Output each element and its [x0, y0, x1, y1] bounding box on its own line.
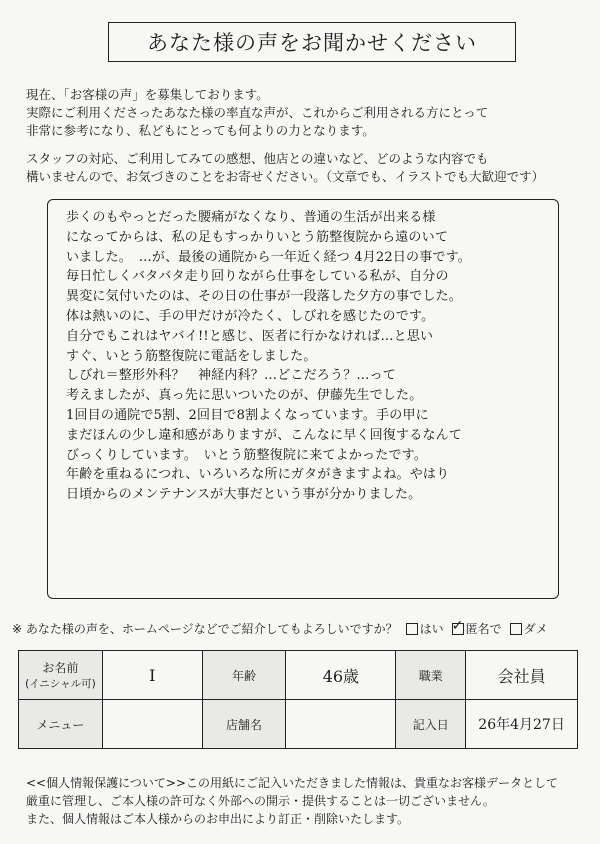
intro-paragraph-1: 現在、「お客様の声」を募集しております。 実際にご利用くださったあなた様の率直な声が、これからご利用される方にとって 非常に参考になり、私どもにとっても何よりの力となります。: [26, 87, 489, 138]
privacy-line: <<個人情報保護について>>この用紙にご記入いただきました情報は、貴重なお客様データとして: [26, 776, 558, 790]
name-label-cell: [19, 651, 103, 700]
comment-line: 1回目の通院で5割、2回目で8割よくなっています。手の甲に: [66, 407, 429, 423]
consent-option-anonymous[interactable]: [452, 620, 502, 637]
comment-line: いました。 …が、最後の通院から一年近く経つ 4月22日の事です。: [66, 249, 472, 265]
menu-field[interactable]: [102, 700, 202, 749]
comment-box[interactable]: [47, 199, 559, 599]
privacy-line: また、個人情報はご本人様からのお申出により訂正・削除いたします。: [26, 812, 410, 826]
date-label: 記入日: [396, 700, 466, 749]
consent-option-label: はい: [419, 622, 444, 636]
checkbox-anonymous[interactable]: [452, 623, 464, 635]
consent-text: ※ あなた様の声を、ホームページなどでご紹介してもよろしいですか？: [12, 622, 398, 636]
age-field[interactable]: 46歳: [286, 651, 396, 700]
consent-option-yes[interactable]: [406, 620, 444, 637]
table-row: [19, 651, 578, 700]
intro-paragraph-2: スタッフの対応、ご利用してみての感想、他店との違いなど、どのような内容でも 構いませんので、お気づきのことをお寄せください。（文章でも、イラストでも大歓迎です）: [26, 151, 545, 184]
job-field[interactable]: 会社員: [466, 651, 578, 700]
comment-line: まだほんの少し違和感がありますが、こんなに早く回復するなんて: [66, 427, 463, 443]
consent-option-no[interactable]: [510, 620, 548, 637]
store-label: 店舗名: [202, 700, 286, 749]
date-field[interactable]: 26年4月27日: [466, 700, 578, 749]
comment-line: になってからは、私の足もすっかりいとう筋整復院から遠のいて: [66, 229, 449, 245]
comment-line: びっくりしています。 いとう筋整復院に来てよかったです。: [66, 447, 428, 463]
handwritten-comment: [66, 208, 551, 505]
intro-text: [26, 86, 586, 186]
age-label: 年齢: [202, 651, 286, 700]
name-sublabel: (イニシャル可): [25, 678, 96, 690]
job-label: 職業: [396, 651, 466, 700]
comment-line: 体は熱いのに、手の甲だけが冷たく、しびれを感じたのです。: [66, 308, 435, 324]
comment-line: 自分でもこれはヤバイ!!と感じ、医者に行かなければ…と思い: [66, 328, 434, 344]
comment-line: 年齢を重ねるにつれ、いろいろな所にガタがきますよね。やはり: [66, 467, 450, 483]
name-field[interactable]: I: [102, 651, 202, 700]
comment-line: 日頃からのメンテナンスが大事だという事が分かりました。: [66, 487, 422, 503]
comment-line: しびれ＝整形外科？ 神経内科？…どこだろう？…って: [66, 368, 397, 384]
table-row: [19, 700, 578, 749]
comment-line: すぐ、いとう筋整復院に電話をしました。: [66, 348, 317, 364]
consent-option-label: 匿名で: [465, 622, 502, 636]
comment-line: 考えましたが、真っ先に思いついたのが、伊藤先生でした。: [66, 388, 423, 404]
privacy-line: 厳重に管理し、ご本人様の許可なく外部への開示・提供することは一切ございません。: [26, 794, 495, 808]
comment-line: 毎日忙しくバタバタ走り回りながら仕事をしている私が、自分の: [66, 269, 449, 285]
page-title: あなた様の声をお聞かせください: [108, 22, 516, 62]
consent-question: [12, 620, 598, 637]
comment-line: 異変に気付いたのは、その日の仕事が一段落した夕方の事でした。: [66, 289, 463, 305]
info-table: [18, 650, 578, 749]
privacy-notice: [26, 774, 586, 828]
checkbox-no[interactable]: [510, 623, 522, 635]
consent-option-label: ダメ: [523, 622, 548, 636]
store-field[interactable]: [286, 700, 396, 749]
menu-label: メニュー: [19, 700, 103, 749]
comment-line: 歩くのもやっとだった腰痛がなくなり、普通の生活が出来る様: [66, 210, 436, 225]
name-label: お名前: [42, 661, 79, 675]
checkbox-yes[interactable]: [406, 623, 418, 635]
